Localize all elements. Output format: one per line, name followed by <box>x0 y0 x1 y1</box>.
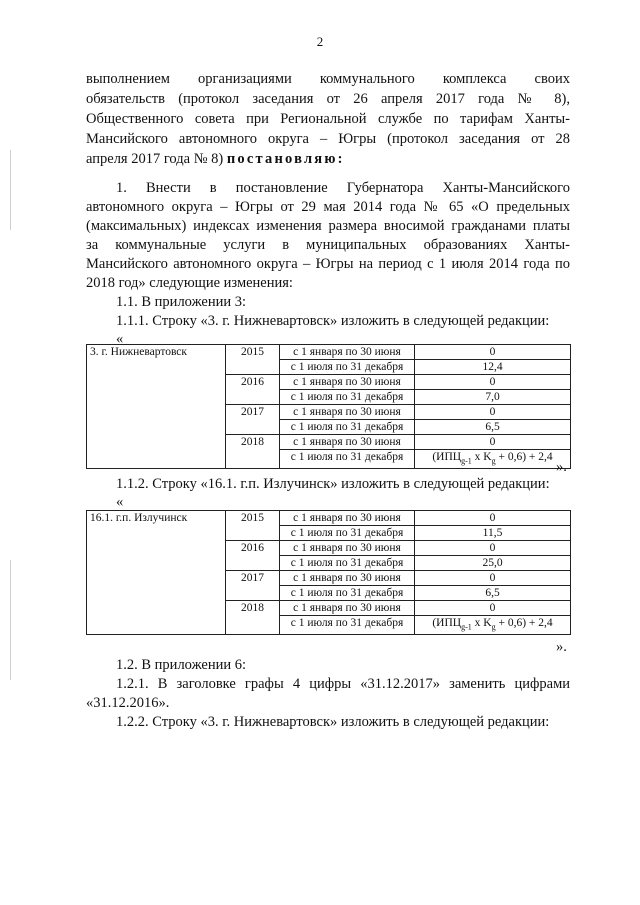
table2-period-cell: с 1 января по 30 июня <box>280 571 415 586</box>
table2-city-cell: 16.1. г.п. Излучинск <box>87 511 226 635</box>
table2-value-cell: 0 <box>415 511 571 526</box>
item-1-line: за коммунальные услуги в муниципальных образованиях Ханты- <box>86 237 570 253</box>
table1-value-cell: 7,0 <box>415 390 571 405</box>
table1-period-cell: с 1 июля по 31 декабря <box>280 360 415 375</box>
table-row <box>87 511 571 526</box>
close-quote: ». <box>556 639 567 655</box>
formula-text: x K <box>471 617 492 629</box>
item-1-line: автономного округа – Югры от 29 мая 2014 года № 65 «О предельных <box>86 199 570 215</box>
table1-year-cell: 2015 <box>226 345 280 375</box>
table2-value-cell: 0 <box>415 571 571 586</box>
item-1-line: Мансийского автономного округа – Югры на период с 1 июля 2014 года по <box>86 256 570 272</box>
table1-value-cell: 12,4 <box>415 360 571 375</box>
intro-line: обязательств (протокол заседания от 26 апреля 2017 года № 8), <box>86 91 570 107</box>
table1-period-cell: с 1 января по 30 июня <box>280 345 415 360</box>
table2-period-cell: с 1 июля по 31 декабря <box>280 556 415 571</box>
intro-line: выполнением организациями коммунального комплекса своих <box>86 71 570 87</box>
table1-period-cell: с 1 января по 30 июня <box>280 435 415 450</box>
formula-subscript: g <box>491 622 496 632</box>
formula-text: (ИПЦ <box>432 617 462 629</box>
table2-period-cell: с 1 июля по 31 декабря <box>280 616 415 635</box>
table1-value-cell: 6,5 <box>415 420 571 435</box>
open-quote: « <box>116 494 124 510</box>
intro-last-line <box>86 150 345 169</box>
scan-artifact <box>10 150 11 230</box>
page-number: 2 <box>316 34 324 49</box>
table2-value-cell <box>415 616 571 635</box>
table1-period-cell: с 1 июля по 31 декабря <box>280 450 415 469</box>
formula-subscript: g-1 <box>461 622 472 632</box>
item-1-1: 1.1. В приложении 3: <box>116 294 247 310</box>
intro-line: Общественного совета при Региональной службе по тарифам Ханты- <box>86 111 570 127</box>
table1-city-cell: 3. г. Нижневартовск <box>87 345 226 469</box>
item-1-line: (максимальных) индексах изменения размера вносимой гражданами платы <box>86 218 570 234</box>
item-1-2-1-line1: 1.2.1. В заголовке графы 4 цифры «31.12.2017» заменить цифрами <box>116 676 570 692</box>
resolve-word: постановляю: <box>226 151 345 167</box>
table1-value-cell: 0 <box>415 405 571 420</box>
table2-period-cell: с 1 января по 30 июня <box>280 601 415 616</box>
item-1-2-2: 1.2.2. Строку «3. г. Нижневартовск» изложить в следующей редакции: <box>116 714 550 730</box>
formula-text: + 0,6) + 2,4 <box>495 451 553 463</box>
formula-subscript: g-1 <box>461 456 472 466</box>
intro-line: Мансийского автономного округа – Югры (протокол заседания от 28 <box>86 131 570 147</box>
scan-artifact <box>10 560 11 680</box>
table-izluchinsk <box>86 510 571 635</box>
table1-year-cell: 2016 <box>226 375 280 405</box>
table2-value-cell: 25,0 <box>415 556 571 571</box>
item-1-last-line: 2018 год» следующие изменения: <box>86 275 293 291</box>
table1-period-cell: с 1 июля по 31 декабря <box>280 390 415 405</box>
table-row <box>87 345 571 360</box>
table2-value-cell: 0 <box>415 541 571 556</box>
table2-year-cell: 2016 <box>226 541 280 571</box>
table1-value-cell: 0 <box>415 435 571 450</box>
table1-period-cell: с 1 января по 30 июня <box>280 405 415 420</box>
table2-value-cell: 0 <box>415 601 571 616</box>
table2-period-cell: с 1 июля по 31 декабря <box>280 526 415 541</box>
table1-year-cell: 2018 <box>226 435 280 469</box>
table2-value-cell: 11,5 <box>415 526 571 541</box>
item-1-line: 1. Внести в постановление Губернатора Ханты-Мансийского <box>116 180 570 196</box>
item-1-2: 1.2. В приложении 6: <box>116 657 247 673</box>
table2-period-cell: с 1 января по 30 июня <box>280 541 415 556</box>
table-nizhnevartovsk <box>86 344 571 469</box>
table1-value-cell: 0 <box>415 375 571 390</box>
table1-year-cell: 2017 <box>226 405 280 435</box>
intro-last-text: апреля 2017 года № 8) <box>86 151 224 167</box>
table1-period-cell: с 1 июля по 31 декабря <box>280 420 415 435</box>
formula-subscript: g <box>491 456 496 466</box>
item-1-1-2: 1.1.2. Строку «16.1. г.п. Излучинск» изложить в следующей редакции: <box>116 476 550 492</box>
table2-period-cell: с 1 июля по 31 декабря <box>280 586 415 601</box>
formula-text: (ИПЦ <box>432 451 462 463</box>
table2-period-cell: с 1 января по 30 июня <box>280 511 415 526</box>
table1-value-cell <box>415 450 571 469</box>
table2-year-cell: 2018 <box>226 601 280 635</box>
open-quote: « <box>116 331 124 347</box>
table2-value-cell: 6,5 <box>415 586 571 601</box>
table1-period-cell: с 1 января по 30 июня <box>280 375 415 390</box>
item-1-2-1-line2: «31.12.2016». <box>86 695 170 711</box>
table2-year-cell: 2015 <box>226 511 280 541</box>
item-1-1-1: 1.1.1. Строку «3. г. Нижневартовск» изложить в следующей редакции: <box>116 313 550 329</box>
close-quote: ». <box>556 459 567 475</box>
table2-year-cell: 2017 <box>226 571 280 601</box>
formula-text: x K <box>471 451 492 463</box>
table1-value-cell: 0 <box>415 345 571 360</box>
formula-text: + 0,6) + 2,4 <box>495 617 553 629</box>
